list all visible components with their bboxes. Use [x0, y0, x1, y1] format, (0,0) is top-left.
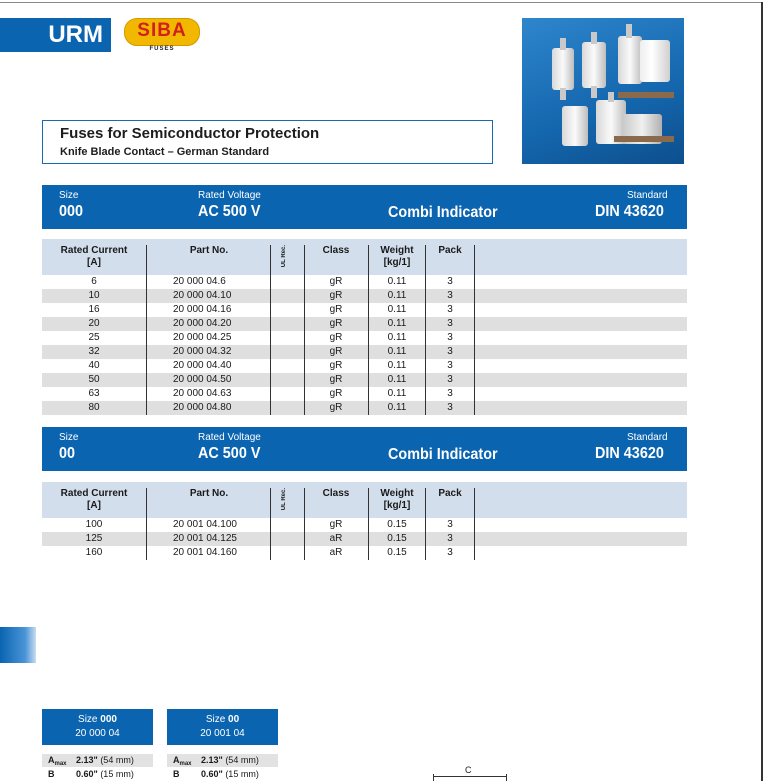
cell-current: 125 [85, 533, 103, 544]
col-ul: UL Rec. [281, 245, 287, 268]
column-divider [474, 488, 475, 560]
cell-class: gR [329, 332, 343, 343]
column-divider [304, 245, 305, 415]
voltage-label: Rated Voltage [198, 190, 261, 201]
col-weight: Weight [kg/1] [380, 245, 414, 268]
size-value: 00 [59, 445, 76, 462]
cell-weight: 0.11 [387, 346, 407, 357]
side-tab-marker [0, 627, 36, 663]
cell-part: 20 000 04.25 [173, 332, 232, 343]
dim-size: Size 000 [78, 714, 117, 725]
standard-value: DIN 43620 [595, 203, 664, 220]
column-divider [425, 488, 426, 560]
cell-pack: 3 [447, 360, 453, 371]
column-divider [425, 245, 426, 415]
table-row [42, 532, 687, 546]
cell-weight: 0.11 [387, 332, 407, 343]
cell-pack: 3 [447, 547, 453, 558]
table-row [42, 331, 687, 345]
cell-part: 20 000 04.80 [173, 402, 232, 413]
cell-current: 6 [91, 276, 97, 287]
cell-weight: 0.11 [387, 374, 407, 385]
dim-row-a: $A_{max}$ 2.13" (54 mm) [167, 754, 278, 767]
column-divider [474, 245, 475, 415]
column-divider [368, 245, 369, 415]
table-header-000 [42, 239, 687, 275]
cell-class: gR [329, 374, 343, 385]
dim-part: 20 001 04 [200, 728, 245, 739]
cell-class: gR [329, 402, 343, 413]
table-row [42, 387, 687, 401]
cell-class: gR [329, 388, 343, 399]
size-label: Size [59, 432, 79, 443]
cell-class: gR [329, 519, 343, 530]
cell-class: gR [329, 318, 343, 329]
cell-weight: 0.15 [387, 533, 407, 544]
col-pack: Pack [438, 245, 462, 256]
col-part: Part No. [189, 488, 229, 499]
col-current: Rated Current [A] [60, 245, 128, 268]
cell-pack: 3 [447, 519, 453, 530]
cell-weight: 0.11 [387, 388, 407, 399]
col-current: Rated Current [A] [60, 488, 128, 511]
cell-pack: 3 [447, 374, 453, 385]
column-divider [270, 488, 271, 560]
title-box [42, 120, 493, 164]
siba-logo [124, 18, 200, 54]
indicator-type: Combi Indicator [388, 204, 498, 221]
cell-weight: 0.15 [387, 547, 407, 558]
page-subtitle: Knife Blade Contact – German Standard [60, 146, 270, 158]
col-class: Class [322, 488, 350, 499]
column-divider [304, 488, 305, 560]
cell-part: 20 000 04.40 [173, 360, 232, 371]
cell-part: 20 000 04.10 [173, 290, 232, 301]
indicator-type: Combi Indicator [388, 446, 498, 463]
cell-class: gR [329, 304, 343, 315]
cell-class: gR [329, 360, 343, 371]
cell-weight: 0.11 [387, 360, 407, 371]
column-divider [146, 488, 147, 560]
dim-box-000 [42, 709, 153, 745]
cell-current: 32 [88, 346, 100, 357]
cell-current: 16 [88, 304, 100, 315]
cell-class: gR [329, 276, 343, 287]
dim-list-00 [167, 754, 278, 781]
cell-pack: 3 [447, 318, 453, 329]
standard-label: Standard [627, 432, 668, 443]
column-divider [368, 488, 369, 560]
table-row [42, 303, 687, 317]
cell-pack: 3 [447, 533, 453, 544]
cell-part: 20 000 04.50 [173, 374, 232, 385]
cell-part: 20 001 04.160 [173, 547, 237, 558]
table-row [42, 345, 687, 359]
top-rule [0, 2, 762, 3]
standard-value: DIN 43620 [595, 445, 664, 462]
cell-pack: 3 [447, 332, 453, 343]
cell-pack: 3 [447, 402, 453, 413]
voltage-value: AC 500 V [198, 445, 261, 462]
col-ul: UL Rec. [281, 488, 287, 511]
dim-row-b: B 0.60" (15 mm) [48, 769, 134, 779]
cell-current: 40 [88, 360, 100, 371]
cell-weight: 0.11 [387, 304, 407, 315]
cell-part: 20 000 04.16 [173, 304, 232, 315]
cell-class: aR [329, 533, 343, 544]
size-value: 000 [59, 203, 84, 220]
table-row [42, 289, 687, 303]
cell-class: gR [329, 346, 343, 357]
cell-current: 25 [88, 332, 100, 343]
table-row [42, 546, 687, 560]
cell-current: 80 [88, 402, 100, 413]
cell-pack: 3 [447, 346, 453, 357]
logo-sub: FUSES [149, 46, 175, 52]
cell-part: 20 000 04.32 [173, 346, 232, 357]
cell-part: 20 000 04.63 [173, 388, 232, 399]
table-row [42, 359, 687, 373]
right-rule [761, 2, 763, 781]
cell-current: 100 [85, 519, 103, 530]
cell-current: 50 [88, 374, 100, 385]
col-weight: Weight [kg/1] [380, 488, 414, 511]
cell-current: 10 [88, 290, 100, 301]
dim-row-b: B 0.60" (15 mm) [173, 769, 259, 779]
size-label: Size [59, 190, 79, 201]
cell-weight: 0.11 [387, 290, 407, 301]
cell-pack: 3 [447, 290, 453, 301]
dim-size: Size 00 [205, 714, 240, 725]
dim-box-00 [167, 709, 278, 745]
cell-class: gR [329, 290, 343, 301]
dim-row-a: $A_{max}$ 2.13" (54 mm) [42, 754, 153, 767]
cell-current: 20 [88, 318, 100, 329]
brand-label: URM [48, 21, 103, 48]
cell-class: aR [329, 547, 343, 558]
col-part: Part No. [189, 245, 229, 256]
cell-pack: 3 [447, 304, 453, 315]
voltage-label: Rated Voltage [198, 432, 261, 443]
table-row [42, 373, 687, 387]
cell-part: 20 001 04.125 [173, 533, 237, 544]
table-header-00 [42, 482, 687, 518]
section-size-000 [42, 185, 687, 229]
page-title: Fuses for Semiconductor Protection [60, 125, 320, 142]
dim-c-label: C [465, 765, 472, 775]
cell-current: 63 [88, 388, 100, 399]
cell-weight: 0.15 [387, 519, 407, 530]
cell-part: 20 000 04.20 [173, 318, 232, 329]
brand-tab [0, 18, 111, 52]
col-class: Class [322, 245, 350, 256]
dim-part: 20 000 04 [75, 728, 120, 739]
table-row [42, 518, 687, 532]
dim-list-000 [42, 754, 153, 781]
cell-weight: 0.11 [387, 276, 407, 287]
cell-part: 20 000 04.6 [173, 276, 226, 287]
technical-drawing [433, 765, 507, 781]
table-row [42, 401, 687, 415]
cell-current: 160 [85, 547, 103, 558]
col-pack: Pack [438, 488, 462, 499]
table-row [42, 275, 687, 289]
column-divider [270, 245, 271, 415]
logo-word: SIBA [137, 20, 187, 41]
cell-part: 20 001 04.100 [173, 519, 237, 530]
product-photo [522, 18, 684, 164]
cell-weight: 0.11 [387, 318, 407, 329]
section-size-00 [42, 427, 687, 471]
cell-weight: 0.11 [387, 402, 407, 413]
cell-pack: 3 [447, 388, 453, 399]
voltage-value: AC 500 V [198, 203, 261, 220]
cell-pack: 3 [447, 276, 453, 287]
column-divider [146, 245, 147, 415]
table-row [42, 317, 687, 331]
standard-label: Standard [627, 190, 668, 201]
